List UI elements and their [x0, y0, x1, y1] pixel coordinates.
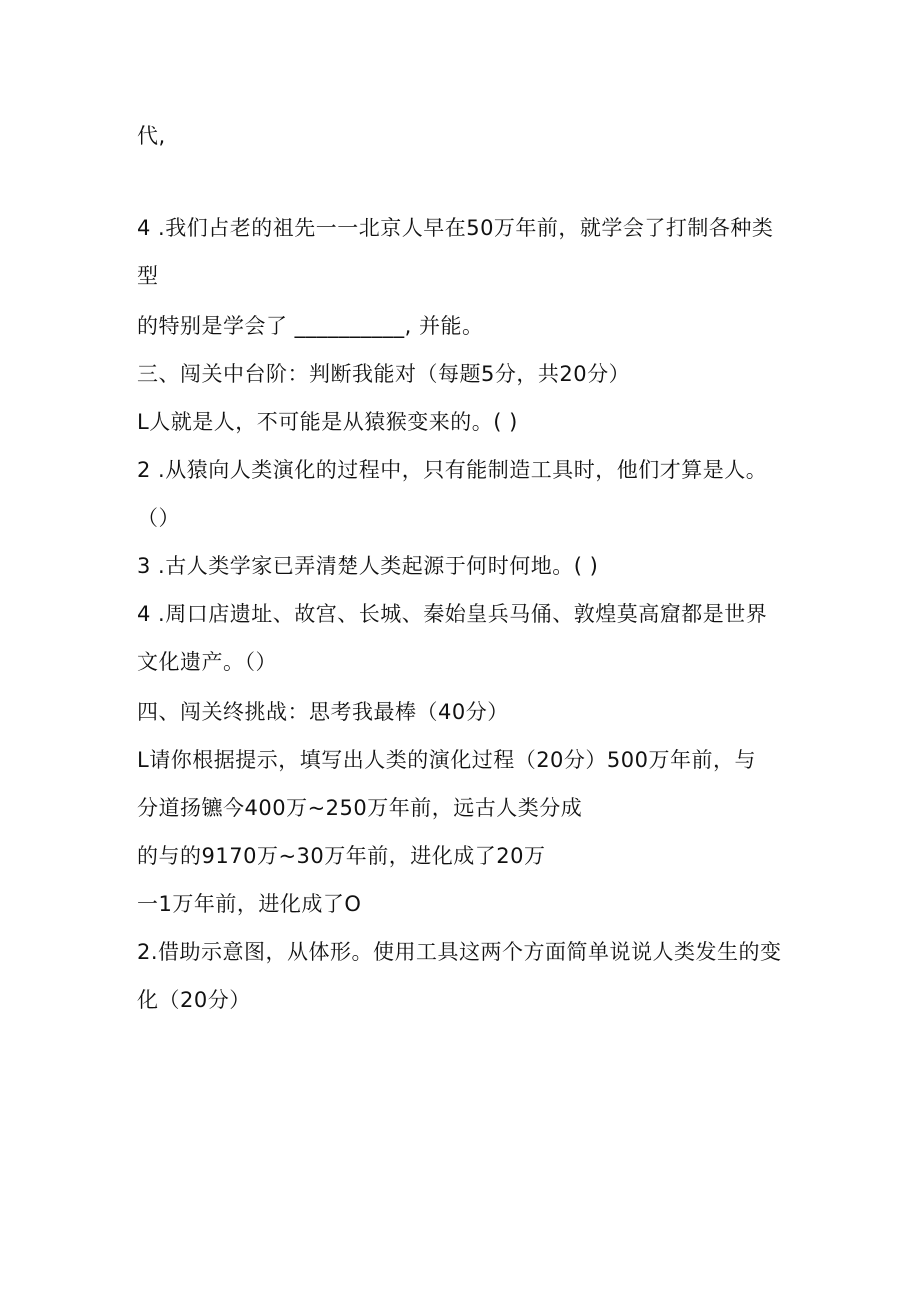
judge-question-4: 4 .周口店遗址、故宫、长城、秦始皇兵马俑、敦煌莫高窟都是世界	[137, 602, 768, 626]
judge-question-4-wrap: 文化遗产。（）	[137, 650, 277, 674]
text-line-continuation: 代,	[137, 124, 166, 148]
question-fill-4-wrap: 型	[137, 264, 159, 288]
question-fill-4: 4 .我们占老的祖先一一北京人早在50万年前，就学会了打制各种类	[137, 216, 774, 240]
judge-question-3: 3 .古人类学家已弄清楚人类起源于何时何地。( )	[137, 554, 599, 578]
think-question-2: 2.借助示意图，从体形。使用工具这两个方面简单说说人类发生的变	[137, 940, 782, 964]
question-fill-4-blank-line: 的特别是学会了 __________, 并能。	[137, 314, 484, 338]
think-question-1-line-4: 一1万年前，进化成了O	[137, 892, 362, 916]
judge-question-2: 2 .从猿向人类演化的过程中，只有能制造工具时，他们才算是人。	[137, 458, 768, 482]
think-question-2-wrap: 化（20分）	[137, 988, 251, 1012]
judge-question-2-bracket: （）	[137, 506, 180, 530]
think-question-1-line-3: 的与的9170万~30万年前，进化成了20万	[137, 844, 546, 868]
section-three-heading: 三、闯关中台阶：判断我能对（每题5分，共20分）	[137, 362, 631, 386]
think-question-1-line-2: 分道扬镳今400万~250万年前，远古人类分成	[137, 796, 583, 820]
section-four-heading: 四、闯关终挑战：思考我最棒（40分）	[137, 700, 509, 724]
judge-question-1: L人就是人，不可能是从猿猴变来的。( )	[137, 410, 518, 434]
think-question-1: L请你根据提示，填写出人类的演化过程（20分）500万年前，与	[137, 748, 757, 772]
